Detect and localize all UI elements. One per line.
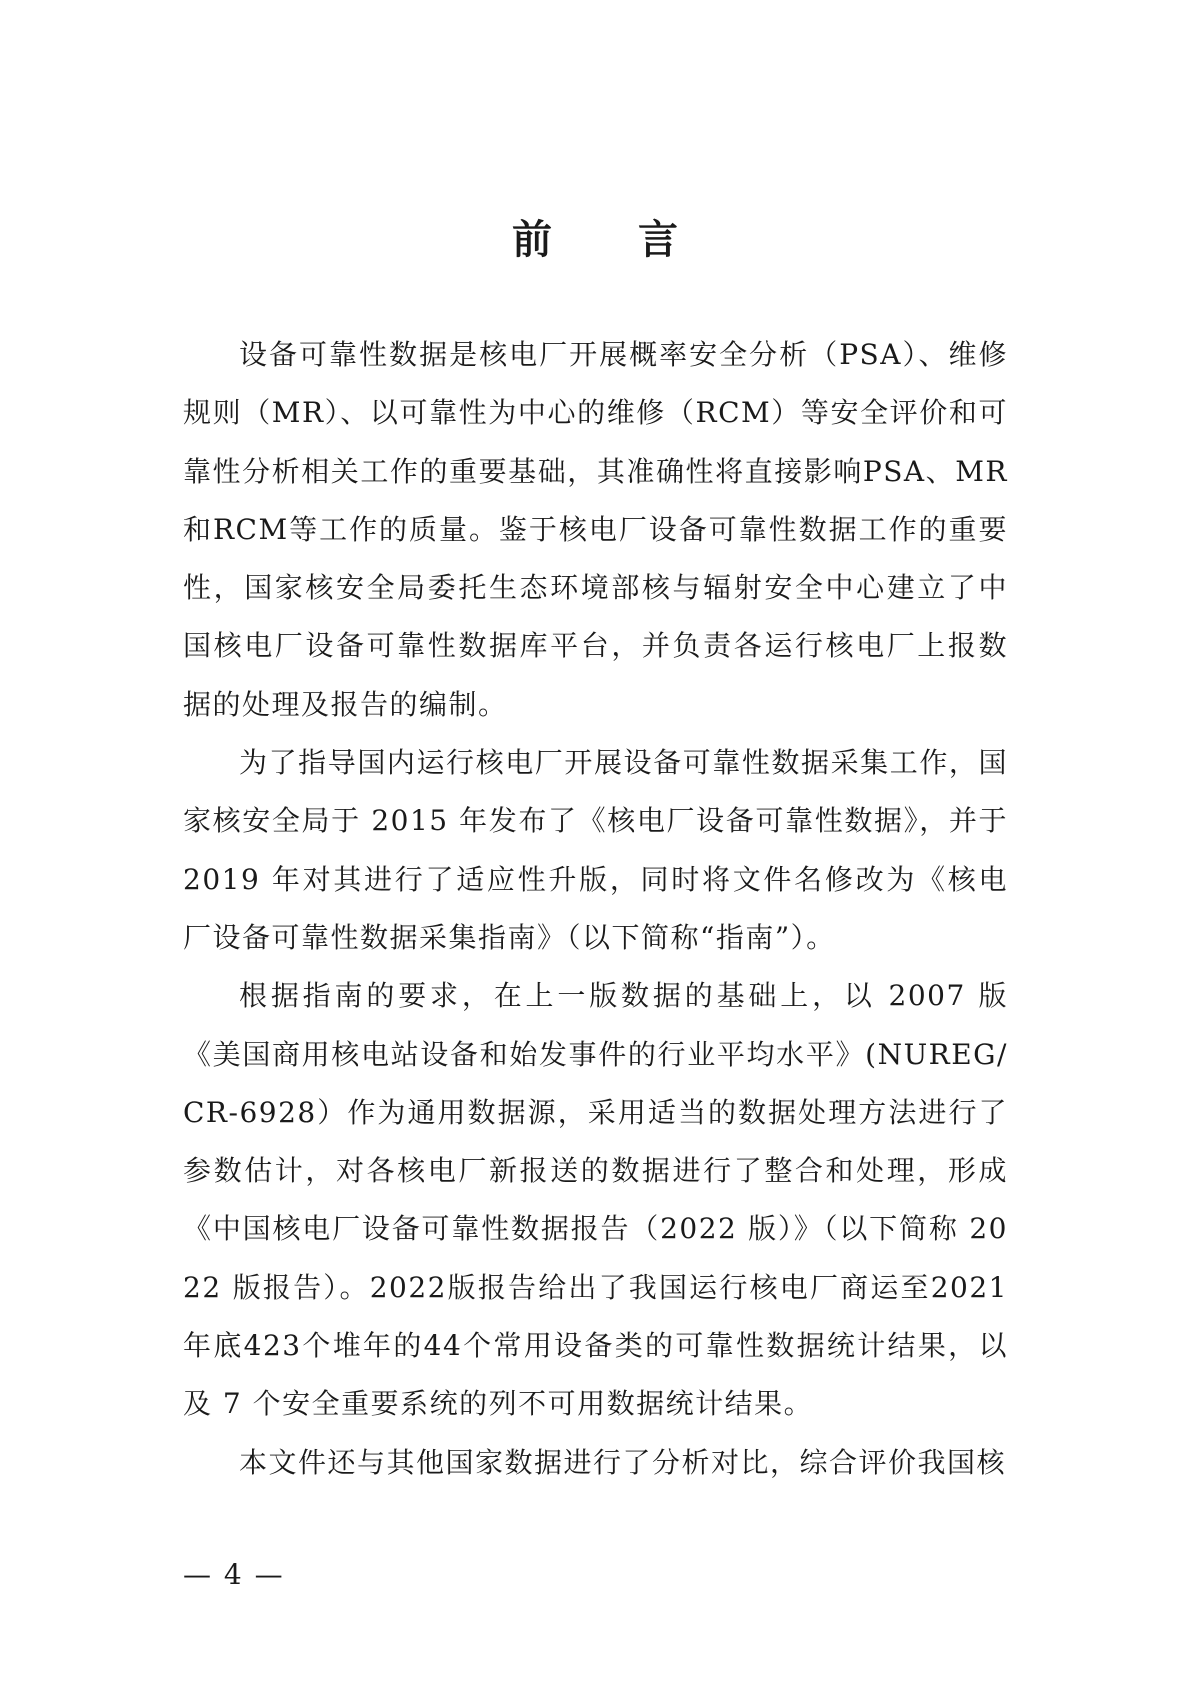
paragraph-3: 根据指南的要求，在上一版数据的基础上，以 2007 版《美国商用核电站设备和始发事件的行业平均水平》(NUREG/CR-6928）作为通用数据源，采用适当的数据处理方法进行了参数估计，对各核电厂新报送的数据进行了整合和处理，形成《中国核电厂设备可靠性数据报告（2022 版）》（以下简称 2022 版报告）。2022版报告给出了我国运行核电厂商运至2021年底423个堆年的44个常用设备类的可靠性数据统计结果，以及 7 个安全重要系统的列不可用数据统计结果。 — [183, 979, 1008, 1421]
paragraph-1: 设备可靠性数据是核电厂开展概率安全分析（PSA）、维修规则（MR）、以可靠性为中心的维修（RCM）等安全评价和可靠性分析相关工作的重要基础，其准确性将直接影响PSA、MR和RCM等工作的质量。鉴于核电厂设备可靠性数据工作的重要性，国家核安全局委托生态环境部核与辐射安全中心建立了中国核电厂设备可靠性数据库平台，并负责各运行核电厂上报数据的处理及报告的编制。 — [183, 338, 1008, 721]
paragraph-2: 为了指导国内运行核电厂开展设备可靠性数据采集工作，国家核安全局于 2015 年发布了《核电厂设备可靠性数据》，并于2019 年对其进行了适应性升版，同时将文件名修改为《核电厂设备可靠性数据采集指南》（以下简称“指南”）。 — [183, 746, 1008, 954]
page-number: — 4 — — [183, 1558, 285, 1591]
body-text — [183, 326, 1008, 1492]
page-title: 前 言 — [512, 217, 714, 263]
paragraph-4: 本文件还与其他国家数据进行了分析对比，综合评价我国核 — [239, 1445, 1007, 1479]
